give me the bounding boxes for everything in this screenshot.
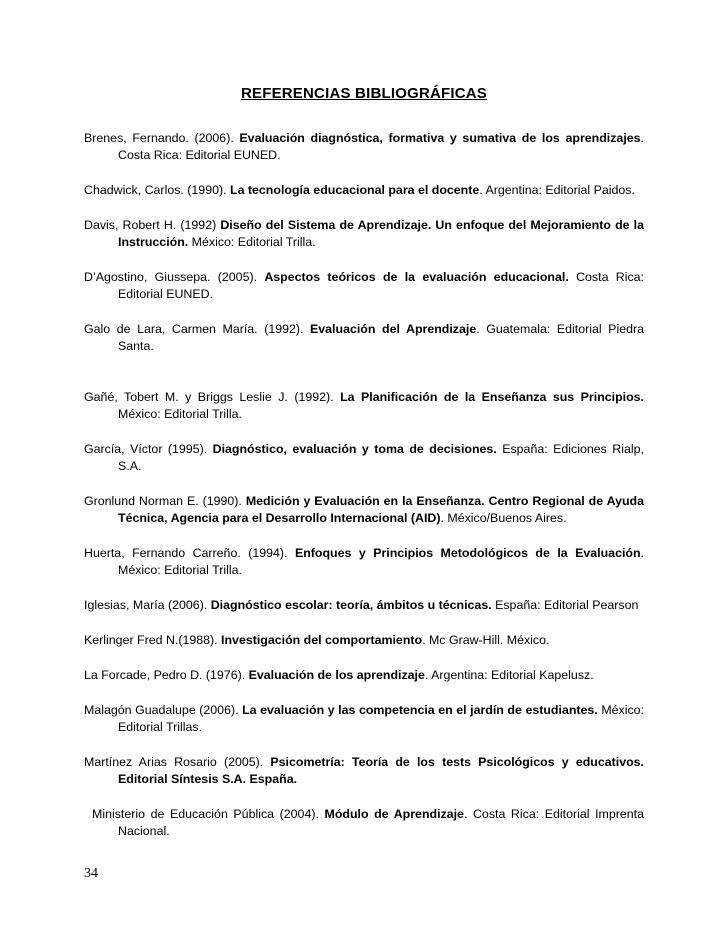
reference-entry: D’Agostino, Giussepa. (2005). Aspectos teóricos de la evaluación educacional. Costa Rica: Editorial EUNED. — [84, 270, 644, 301]
reference-entry: Brenes, Fernando. (2006). Evaluación diagnóstica, formativa y sumativa de los aprendizajes. Costa Rica: Editorial EUNED. — [84, 131, 644, 162]
reference-entry: Ministerio de Educación Pública (2004). Módulo de Aprendizaje. Costa Rica: Editorial Imprenta Nacional. — [92, 807, 644, 838]
reference-entry: Galo de Lara, Carmen María. (1992). Evaluación del Aprendizaje. Guatemala: Editorial Piedra Santa. — [84, 322, 644, 353]
reference-entry: Davis, Robert H. (1992) Diseño del Sistema de Aprendizaje. Un enfoque del Mejoramiento de la Instrucción. México: Editorial Trilla. — [84, 218, 644, 249]
reference-entry: Kerlinger Fred N.(1988). Investigación del comportamiento. Mc Graw-Hill. México. — [84, 633, 550, 647]
reference-entry: Huerta, Fernando Carreño. (1994). Enfoques y Principios Metodológicos de la Evaluación. México: Editorial Trilla. — [84, 546, 644, 577]
reference-entry: García, Víctor (1995). Diagnóstico, evaluación y toma de decisiones. España: Ediciones Rialp, S.A. — [84, 442, 644, 473]
reference-list — [84, 130, 644, 840]
page-title: REFERENCIAS BIBLIOGRÁFICAS — [240, 85, 488, 102]
reference-entry: Malagón Guadalupe (2006). La evaluación y las competencia en el jardín de estudiantes. México: Editorial Trillas. — [84, 703, 645, 734]
reference-entry: Gañé, Tobert M. y Briggs Leslie J. (1992). La Planificación de la Enseñanza sus Principios. México: Editorial Trilla. — [84, 390, 645, 421]
reference-entry: Iglesias, María (2006). Diagnóstico escolar: teoría, ámbitos u técnicas. España: Editorial Pearson — [84, 598, 639, 612]
reference-entry: Martínez Arias Rosario (2005). Psicometría: Teoría de los tests Psicológicos y educativos. Editorial Síntesis S.A. España. — [84, 755, 644, 786]
page-number: 34 — [84, 866, 98, 881]
reference-entry: Gronlund Norman E. (1990). Medición y Evaluación en la Enseñanza. Centro Regional de Ayuda Técnica, Agencia para el Desarrollo Internacional (AID). México/Buenos Aires. — [84, 494, 644, 525]
reference-entry: Chadwick, Carlos. (1990). La tecnología educacional para el docente. Argentina: Editorial Paidos. — [84, 183, 635, 197]
reference-entry: La Forcade, Pedro D. (1976). Evaluación de los aprendizaje. Argentina: Editorial Kapelusz. — [84, 668, 594, 682]
